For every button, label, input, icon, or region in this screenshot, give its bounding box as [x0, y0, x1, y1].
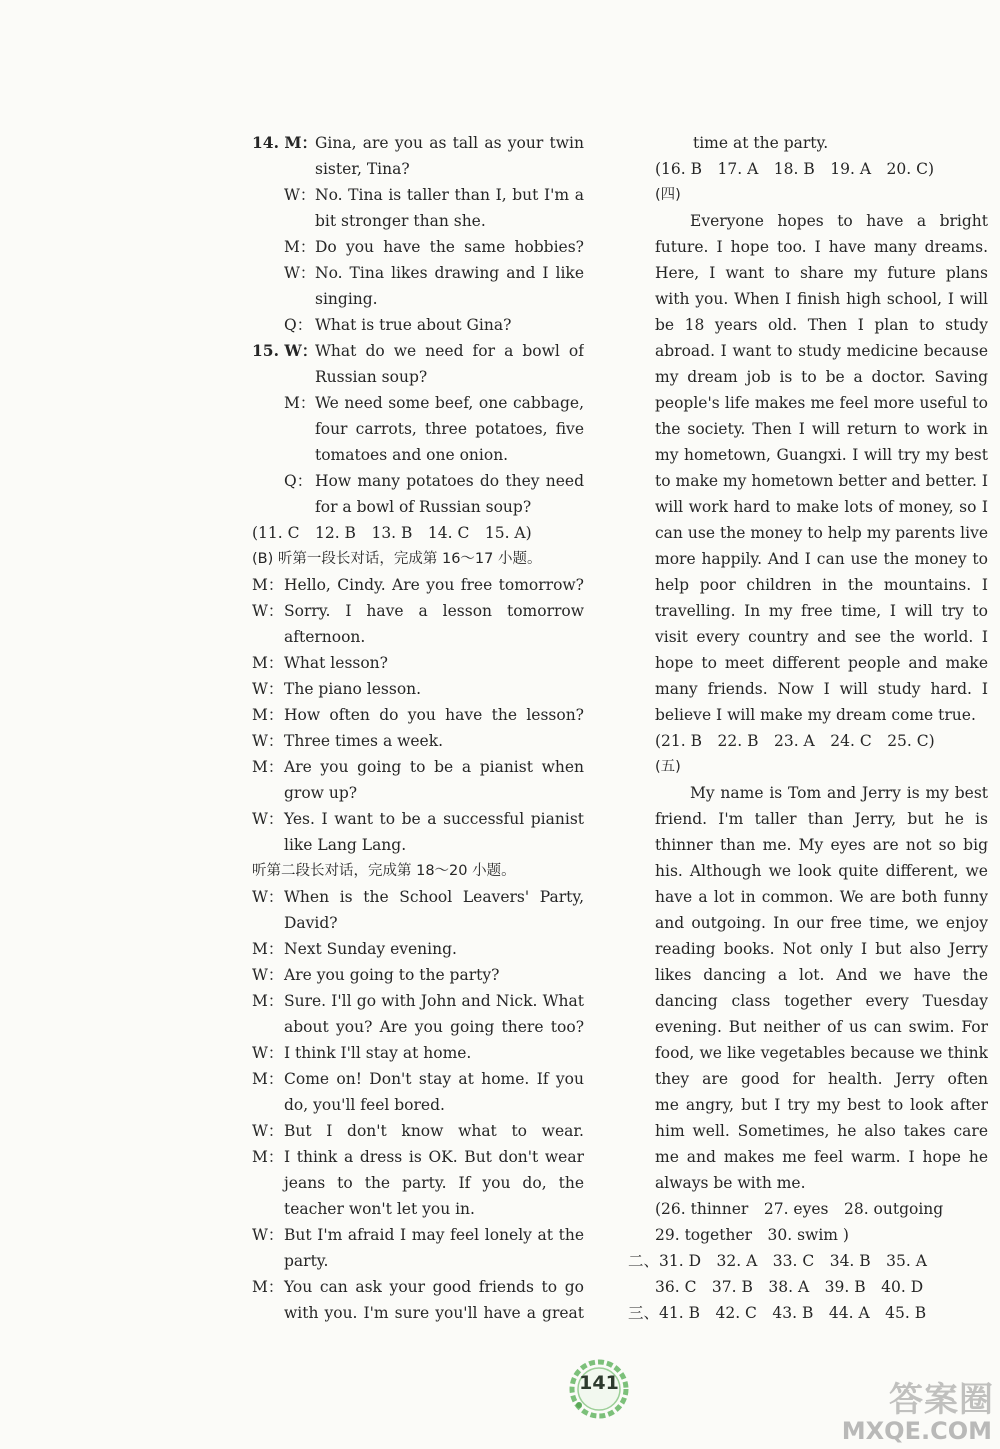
line-text: tomatoes and one onion. — [315, 446, 509, 464]
line-text: travelling. In my free time, I will try to — [655, 602, 988, 620]
speaker-label: M： — [252, 940, 284, 958]
left-line — [252, 494, 584, 520]
line-text: What is true about Gina? — [315, 316, 512, 334]
line-text: do, you'll feel bored. — [284, 1096, 445, 1114]
right-line — [655, 1118, 988, 1144]
left-line — [252, 1014, 584, 1040]
right-line — [655, 416, 988, 442]
line-text: Are you going to be a pianist when — [284, 758, 584, 776]
right-line — [655, 338, 988, 364]
line-text: (11. C 12. B 13. B 14. C 15. A) — [252, 524, 532, 542]
line-text: like Lang Lang. — [284, 836, 407, 854]
line-text: Do you have the same hobbies? — [315, 238, 584, 256]
speaker-label: W： — [284, 186, 316, 204]
line-text: time at the party. — [693, 134, 829, 152]
line-text: Next Sunday evening. — [284, 940, 457, 958]
right-line — [655, 312, 988, 338]
line-text: 三、41. B 42. C 43. B 44. A 45. B — [628, 1304, 927, 1322]
right-line — [655, 702, 988, 728]
right-line — [655, 520, 988, 546]
speaker-label: M： — [284, 394, 316, 412]
right-line — [655, 546, 988, 572]
left-line — [252, 1066, 584, 1092]
left-line — [252, 1092, 584, 1118]
left-line — [252, 1222, 584, 1248]
line-text: the society. Then I will return to work in — [655, 420, 988, 438]
line-text: You can ask your good friends to go — [284, 1278, 584, 1296]
right-line — [655, 676, 988, 702]
speaker-label: W： — [252, 1122, 284, 1140]
line-text: my dream job is to be a doctor. Saving — [655, 368, 988, 386]
right-line — [655, 988, 988, 1014]
left-line — [252, 1040, 584, 1066]
speaker-label: 15. W： — [252, 341, 318, 360]
right-line — [655, 1274, 988, 1300]
speaker-label: W： — [252, 680, 284, 698]
line-text: reading books. Not only I but also Jerry — [655, 940, 988, 958]
right-line — [655, 208, 988, 234]
line-text: likes dancing a lot. And we have the — [655, 966, 988, 984]
line-text: How many potatoes do they need — [315, 472, 584, 490]
left-line — [252, 312, 584, 338]
line-text: to make my hometown better and better. I — [655, 472, 988, 490]
line-text: But I'm afraid I may feel lonely at the — [284, 1226, 584, 1244]
speaker-label: M： — [252, 1278, 284, 1296]
line-text: teacher won't let you in. — [284, 1200, 475, 1218]
line-text: and outgoing. In our free time, we enjoy — [655, 914, 988, 932]
line-text: sister, Tina? — [315, 160, 410, 178]
line-text: (B) 听第一段长对话，完成第 16～17 小题。 — [252, 551, 542, 567]
right-line — [655, 884, 988, 910]
line-text: many friends. Now I will study hard. I — [655, 680, 988, 698]
line-text: (四) — [655, 187, 681, 203]
left-line — [252, 650, 584, 676]
line-text: (16. B 17. A 18. B 19. A 20. C) — [655, 160, 935, 178]
speaker-label: M： — [252, 992, 284, 1010]
left-line — [252, 130, 584, 156]
line-text: help poor children in the mountains. I — [655, 576, 988, 594]
line-text: We need some beef, one cabbage, — [315, 394, 584, 412]
line-text: party. — [284, 1252, 329, 1270]
line-text: food, we like vegetables because we think — [655, 1044, 988, 1062]
left-line — [252, 624, 584, 650]
line-text: they are good for health. Jerry often — [655, 1070, 988, 1088]
right-line — [655, 962, 988, 988]
left-line — [252, 728, 584, 754]
line-text: Are you going to the party? — [284, 966, 500, 984]
right-line — [655, 1196, 988, 1222]
right-line — [655, 858, 988, 884]
left-column — [252, 130, 584, 1326]
left-line — [252, 468, 584, 494]
line-text: Gina, are you as tall as your twin — [315, 134, 584, 152]
speaker-label: M： — [252, 706, 284, 724]
line-text: What do we need for a bowl of — [315, 342, 584, 360]
line-text: believe I will make my dream come true. — [655, 706, 976, 724]
speaker-label: M： — [252, 654, 284, 672]
right-line — [655, 832, 988, 858]
left-line — [252, 780, 584, 806]
line-text: me and makes me feel warm. I hope he — [655, 1148, 988, 1166]
line-text: Russian soup? — [315, 368, 428, 386]
line-text: thinner than me. My eyes are not so big — [655, 836, 988, 854]
line-text: The piano lesson. — [284, 680, 422, 698]
line-text: jeans to the party. If you do, the — [284, 1174, 584, 1192]
line-text: Hello, Cindy. Are you free tomorrow? — [284, 576, 584, 594]
left-line — [252, 1144, 584, 1170]
line-text: with you. When I finish high school, I will — [655, 290, 988, 308]
left-line — [252, 884, 584, 910]
line-text: David? — [284, 914, 338, 932]
line-text: 听第二段长对话，完成第 18～20 小题。 — [252, 863, 516, 879]
line-text: How often do you have the lesson? — [284, 706, 584, 724]
line-text: hope to meet different people and make — [655, 654, 988, 672]
left-line — [252, 338, 584, 364]
left-line — [252, 988, 584, 1014]
line-text: No. Tina is taller than I, but I'm a — [315, 186, 584, 204]
line-text: people's life makes me feel more useful to — [655, 394, 988, 412]
right-line — [655, 572, 988, 598]
left-line — [252, 1196, 584, 1222]
line-text: (21. B 22. B 23. A 24. C 25. C) — [655, 732, 935, 750]
line-text: about you? Are you going there too? — [284, 1018, 584, 1036]
left-line — [252, 858, 584, 884]
line-text: Yes. I want to be a successful pianist — [284, 810, 584, 828]
watermark-url: MXQE.COM — [841, 1417, 992, 1445]
line-text: grow up? — [284, 784, 358, 802]
right-line — [655, 936, 988, 962]
page-number-badge — [567, 1357, 631, 1421]
line-text: Three times a week. — [284, 732, 444, 750]
left-line — [252, 364, 584, 390]
line-text: 29. together 30. swim ) — [655, 1226, 849, 1244]
speaker-label: W： — [284, 264, 316, 282]
speaker-label: M： — [252, 1148, 284, 1166]
left-line — [252, 754, 584, 780]
left-line — [252, 806, 584, 832]
line-text: abroad. I want to study medicine because — [655, 342, 988, 360]
left-line — [252, 442, 584, 468]
left-line — [252, 416, 584, 442]
right-line — [655, 364, 988, 390]
speaker-label: M： — [252, 1070, 284, 1088]
speaker-label: W： — [252, 1226, 284, 1244]
right-line — [628, 1300, 988, 1326]
right-line — [655, 156, 988, 182]
right-line — [655, 624, 988, 650]
line-text: (26. thinner 27. eyes 28. outgoing — [655, 1200, 944, 1218]
right-line — [655, 1066, 988, 1092]
page-number: 141 — [579, 1372, 619, 1394]
watermark-text: 答案圈 — [889, 1380, 994, 1420]
left-line — [252, 286, 584, 312]
right-line — [655, 468, 988, 494]
right-line — [655, 754, 988, 780]
line-text: What lesson? — [284, 654, 388, 672]
left-line — [252, 156, 584, 182]
line-text: Come on! Don't stay at home. If you — [284, 1070, 584, 1088]
speaker-label: M： — [284, 238, 316, 256]
line-text: have a lot in common. We are both funny — [655, 888, 988, 906]
right-line — [655, 1040, 988, 1066]
right-line — [655, 442, 988, 468]
line-text: evening. But neither of us can swim. For — [655, 1018, 988, 1036]
right-line — [655, 728, 988, 754]
line-text: (五) — [655, 759, 681, 775]
line-text: visit every country and see the world. I — [655, 628, 988, 646]
line-text: future. I hope too. I have many dreams. — [655, 238, 988, 256]
right-line — [655, 650, 988, 676]
line-text: my hometown, Guangxi. I will try my best — [655, 446, 988, 464]
line-text: me angry, but I try my best to look after — [655, 1096, 988, 1114]
left-line — [252, 234, 584, 260]
left-line — [252, 572, 584, 598]
left-line — [252, 1118, 584, 1144]
left-line — [252, 520, 584, 546]
right-line — [655, 780, 988, 806]
right-line — [655, 1222, 988, 1248]
speaker-label: Q： — [284, 472, 313, 490]
left-line — [252, 910, 584, 936]
line-text: always be with me. — [655, 1174, 806, 1192]
right-line — [655, 234, 988, 260]
line-text: Sure. I'll go with John and Nick. What — [284, 992, 584, 1010]
right-line — [655, 1144, 988, 1170]
line-text: My name is Tom and Jerry is my best — [690, 784, 988, 802]
left-line — [252, 208, 584, 234]
line-text: will work hard to make lots of money, so I — [655, 498, 988, 516]
right-line — [655, 390, 988, 416]
line-text: Here, I want to share my future plans — [655, 264, 988, 282]
line-text: friend. I'm taller than Jerry, but he is — [655, 810, 988, 828]
speaker-label: W： — [252, 602, 284, 620]
line-text: I think a dress is OK. But don't wear — [284, 1148, 584, 1166]
line-text: bit stronger than she. — [315, 212, 486, 230]
left-line — [252, 182, 584, 208]
left-line — [252, 1170, 584, 1196]
line-text: for a bowl of Russian soup? — [315, 498, 532, 516]
right-line — [655, 1092, 988, 1118]
right-line — [655, 130, 988, 156]
left-line — [252, 598, 584, 624]
right-line — [655, 806, 988, 832]
left-line — [252, 676, 584, 702]
right-line — [655, 182, 988, 208]
line-text: more happily. And I can use the money to — [655, 550, 988, 568]
speaker-label: M： — [252, 576, 284, 594]
right-line — [655, 286, 988, 312]
line-text: be 18 years old. Then I plan to study — [655, 316, 988, 334]
right-line — [655, 598, 988, 624]
left-line — [252, 390, 584, 416]
left-line — [252, 962, 584, 988]
left-line — [252, 1248, 584, 1274]
right-line — [655, 494, 988, 520]
speaker-label: 14. M： — [252, 133, 318, 152]
line-text: four carrots, three potatoes, five — [315, 420, 584, 438]
right-column — [628, 130, 988, 1326]
line-text: But I don't know what to wear. — [284, 1122, 584, 1140]
left-line — [252, 936, 584, 962]
right-line — [628, 1248, 988, 1274]
left-line — [252, 702, 584, 728]
speaker-label: Q： — [284, 316, 313, 334]
left-line — [252, 260, 584, 286]
left-line — [252, 832, 584, 858]
speaker-label: M： — [252, 758, 284, 776]
line-text: singing. — [315, 290, 378, 308]
line-text: Sorry. I have a lesson tomorrow — [284, 602, 584, 620]
right-line — [655, 1170, 988, 1196]
line-text: can use the money to help my parents live — [655, 524, 988, 542]
left-line — [252, 1274, 584, 1300]
speaker-label: W： — [252, 966, 284, 984]
line-text: dancing class together every Tuesday — [655, 992, 988, 1010]
line-text: afternoon. — [284, 628, 366, 646]
right-line — [655, 910, 988, 936]
line-text: I think I'll stay at home. — [284, 1044, 472, 1062]
speaker-label: W： — [252, 732, 284, 750]
line-text: his. Although we look quite different, we — [655, 862, 988, 880]
speaker-label: W： — [252, 1044, 284, 1062]
line-text: him well. Sometimes, he also takes care — [655, 1122, 988, 1140]
right-line — [655, 1014, 988, 1040]
watermark-logo — [798, 1375, 994, 1445]
line-text: with you. I'm sure you'll have a great — [284, 1304, 584, 1322]
line-text: 二、31. D 32. A 33. C 34. B 35. A — [628, 1252, 927, 1270]
left-line — [252, 1300, 584, 1326]
line-text: 36. C 37. B 38. A 39. B 40. D — [655, 1278, 924, 1296]
line-text: When is the School Leavers' Party, — [284, 888, 584, 906]
speaker-label: W： — [252, 888, 284, 906]
line-text: No. Tina likes drawing and I like — [315, 264, 584, 282]
line-text: Everyone hopes to have a bright — [690, 212, 988, 230]
speaker-label: W： — [252, 810, 284, 828]
left-line — [252, 546, 584, 572]
right-line — [655, 260, 988, 286]
